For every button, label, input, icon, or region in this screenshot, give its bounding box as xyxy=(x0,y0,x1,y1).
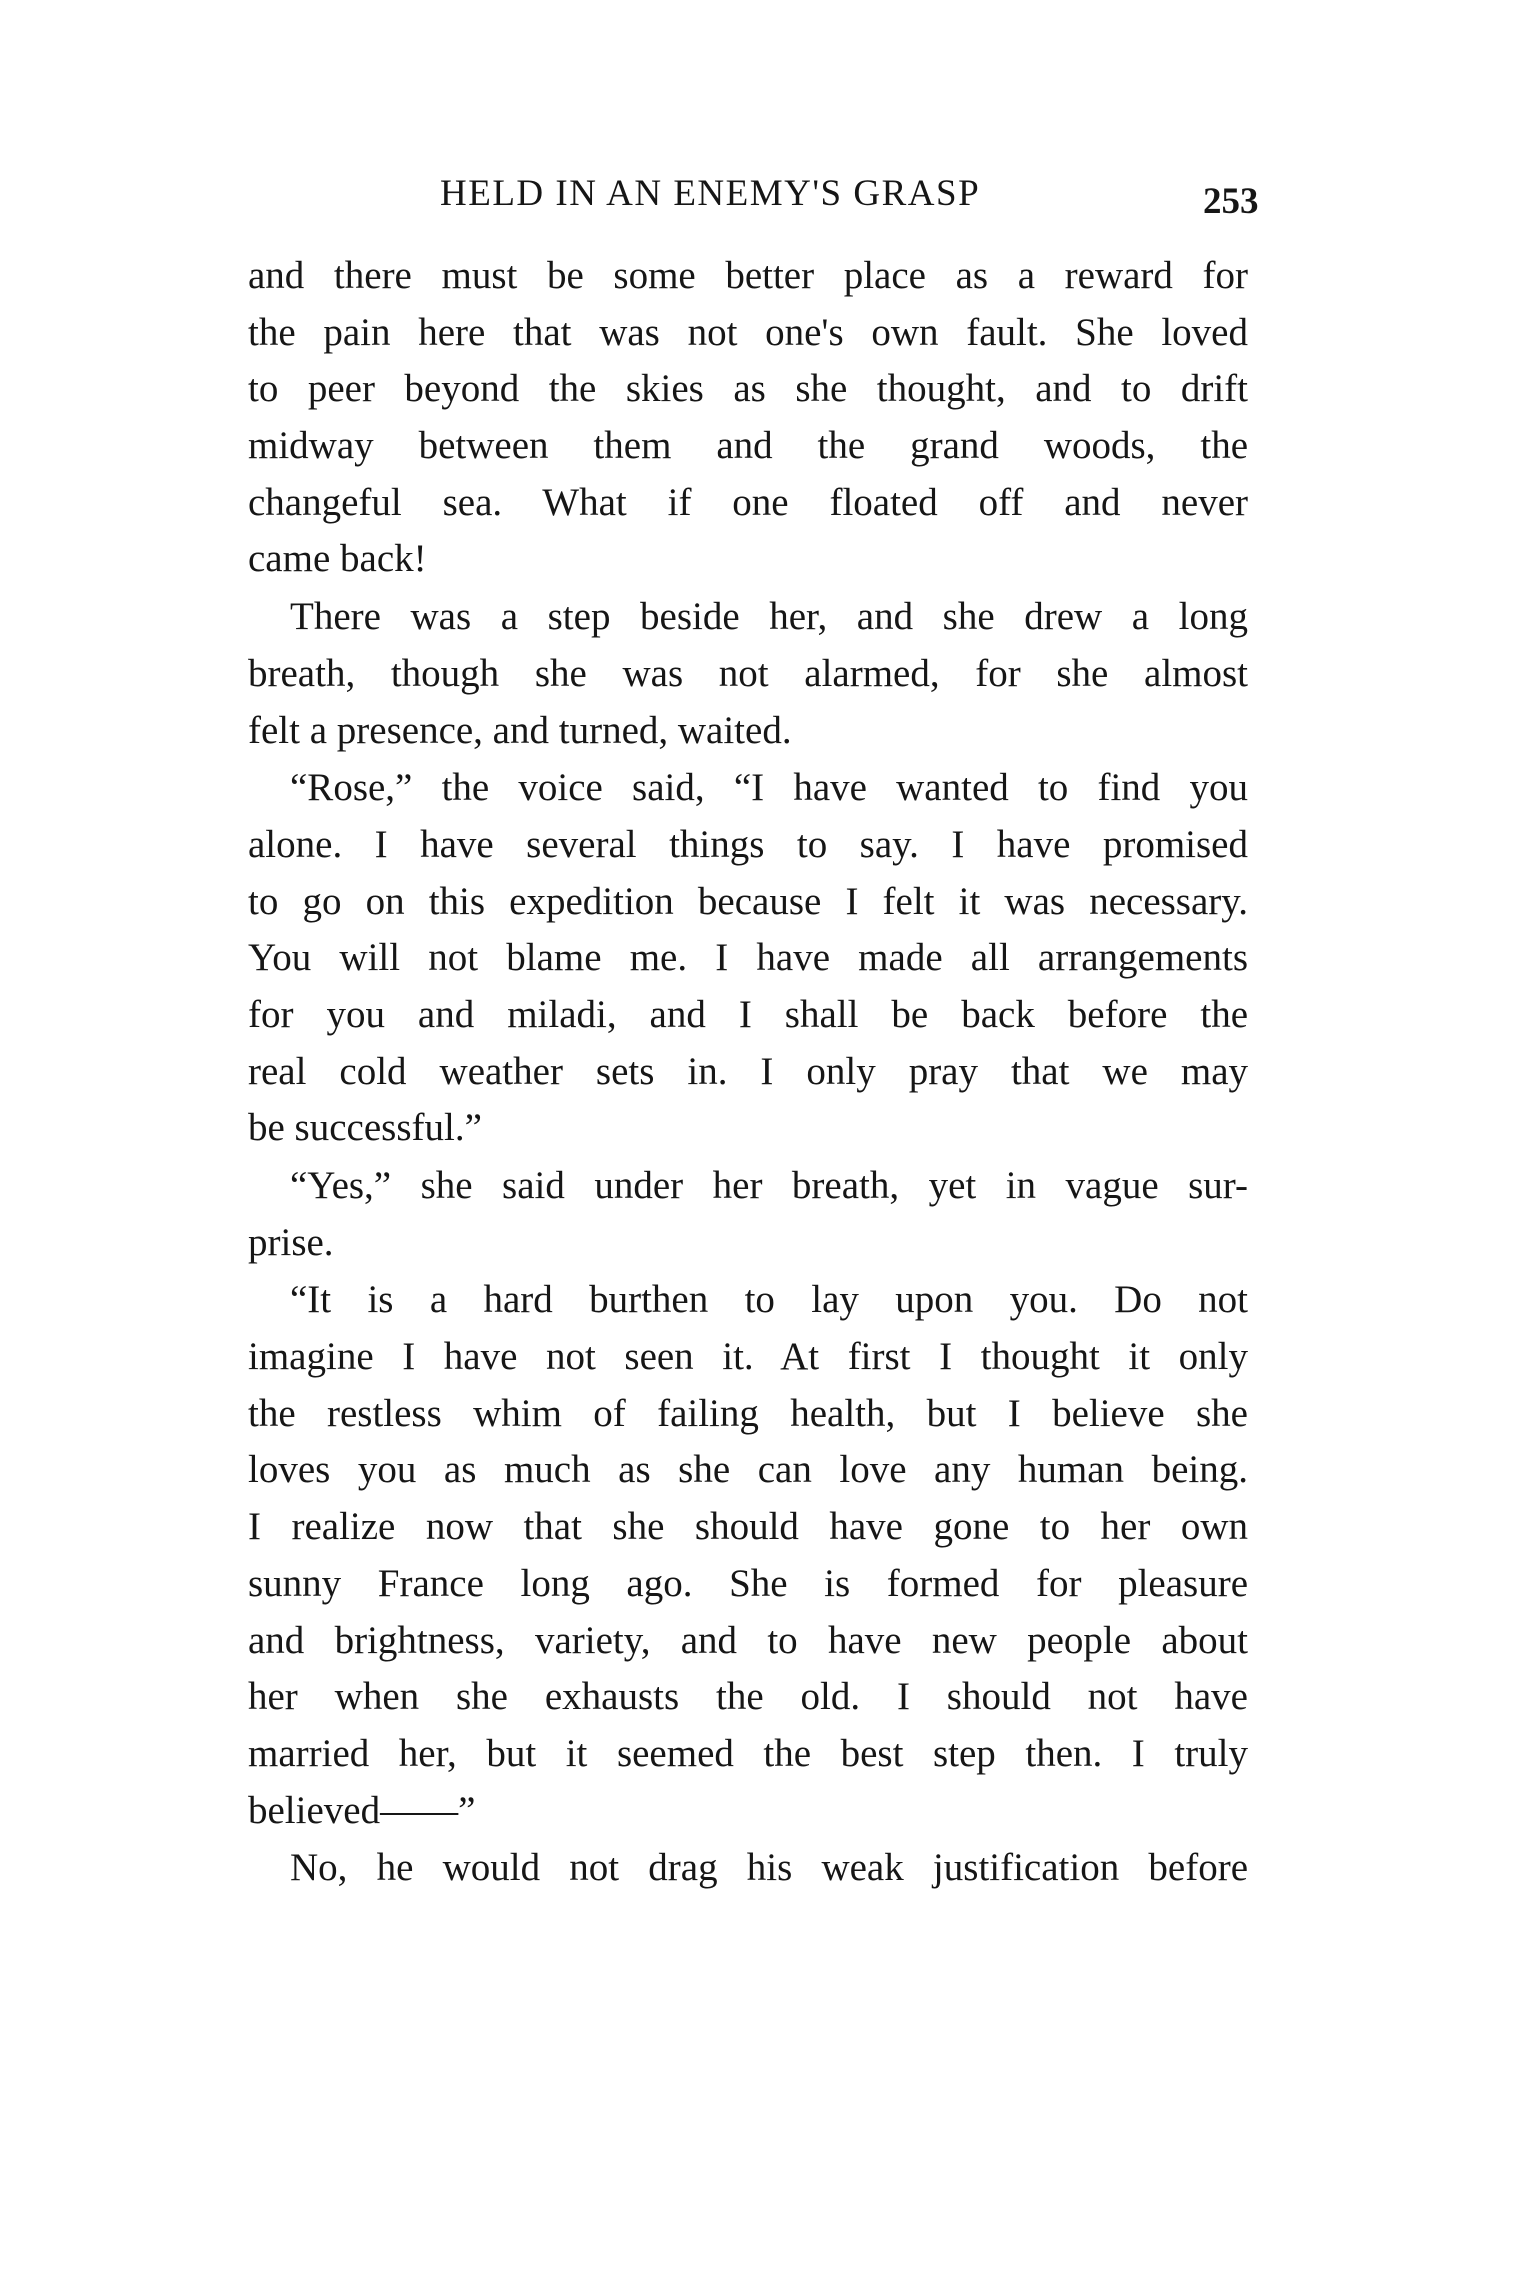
text-line: and brightness, variety, and to have new people about xyxy=(248,1618,1248,1662)
paragraph-first-line: “Rose,” the voice said, “I have wanted to find you xyxy=(290,766,1248,810)
page-number: 253 xyxy=(1203,181,1259,222)
paragraph-first-line: There was a step beside her, and she drew a long xyxy=(290,595,1248,639)
text-line: to peer beyond the skies as she thought, and to drift xyxy=(248,367,1248,411)
text-line: I realize now that she should have gone to her own xyxy=(248,1505,1248,1549)
paragraph-first-line: No, he would not drag his weak justification before xyxy=(290,1846,1248,1890)
text-line: the pain here that was not one's own fault. She loved xyxy=(248,310,1248,354)
text-line: the restless whim of failing health, but I believe she xyxy=(248,1391,1248,1435)
paragraph-first-line: “Yes,” she said under her breath, yet in vague sur- xyxy=(290,1164,1248,1207)
text-line: midway between them and the grand woods, the xyxy=(248,424,1248,468)
text-line: prise. xyxy=(248,1220,334,1264)
paragraph-first-line: “It is a hard burthen to lay upon you. Do not xyxy=(290,1278,1248,1322)
page-header xyxy=(248,172,1259,232)
running-title: HELD IN AN ENEMY'S GRASP xyxy=(440,173,981,214)
text-line: married her, but it seemed the best step then. I truly xyxy=(248,1731,1248,1775)
text-line: You will not blame me. I have made all arrangements xyxy=(248,936,1248,980)
text-line: alone. I have several things to say. I have promised xyxy=(248,822,1248,866)
text-line: to go on this expedition because I felt it was necessary. xyxy=(248,879,1248,923)
text-line: believed——” xyxy=(248,1788,476,1832)
text-line: for you and miladi, and I shall be back before the xyxy=(248,992,1248,1036)
text-line: sunny France long ago. She is formed for pleasure xyxy=(248,1561,1248,1605)
text-line: loves you as much as she can love any human being. xyxy=(248,1448,1248,1492)
text-line: her when she exhausts the old. I should not have xyxy=(248,1675,1248,1719)
text-line: breath, though she was not alarmed, for she almost xyxy=(248,651,1248,695)
text-line: came back! xyxy=(248,537,427,581)
text-line: changeful sea. What if one floated off and never xyxy=(248,480,1248,524)
text-line: felt a presence, and turned, waited. xyxy=(248,708,792,752)
body-text xyxy=(248,248,1248,1897)
text-line: real cold weather sets in. I only pray that we may xyxy=(248,1049,1248,1093)
text-line: imagine I have not seen it. At first I thought it only xyxy=(248,1335,1248,1379)
text-line: and there must be some better place as a reward for xyxy=(248,254,1248,297)
text-line: be successful.” xyxy=(248,1106,482,1150)
